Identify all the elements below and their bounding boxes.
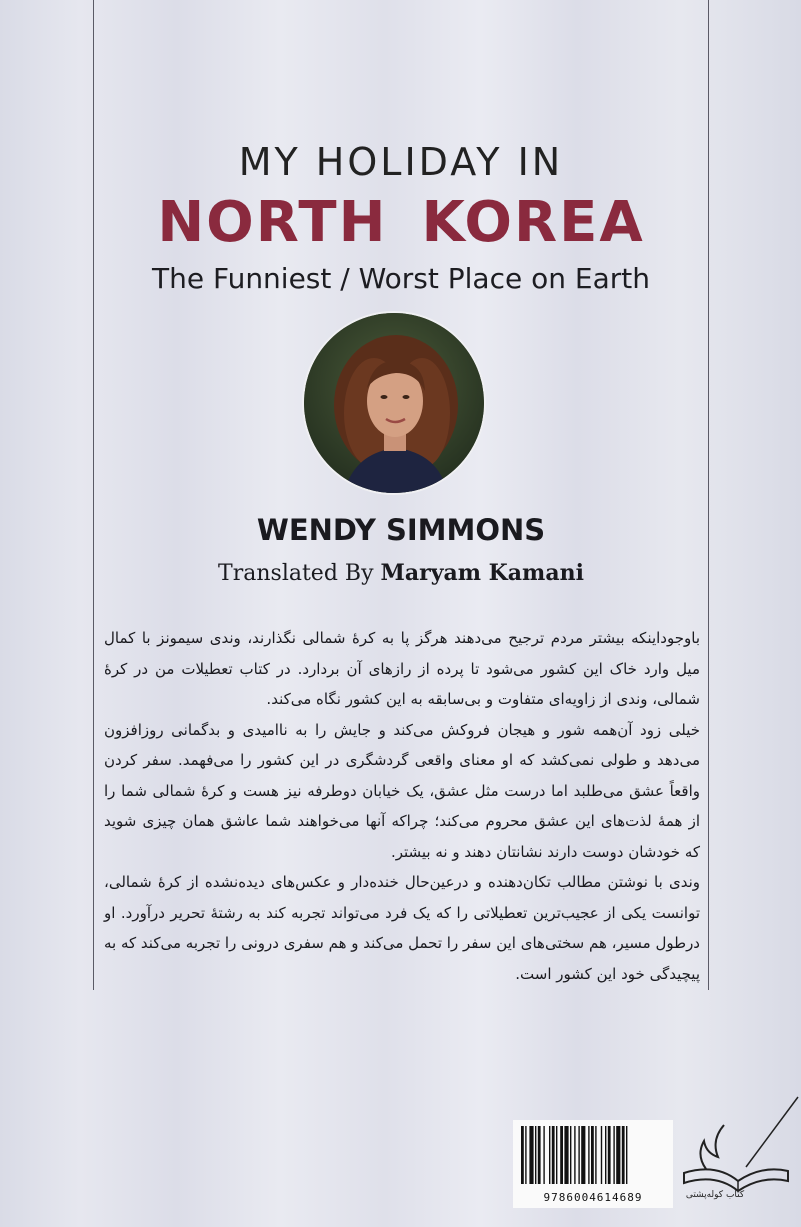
translator-name: Maryam Kamani [380, 560, 584, 586]
publisher-name: کتاب کوله‌پشتی [685, 1190, 745, 1200]
title-word-korea: KOREA [421, 190, 645, 255]
isbn-barcode [513, 1120, 673, 1208]
author-photo [304, 313, 484, 493]
translator-prefix: Translated By [218, 561, 374, 586]
title-word-north: NORTH [157, 190, 388, 255]
blurb-text [104, 623, 700, 989]
blurb-paragraph-3: وندی با نوشتن مطالب تکان‌دهنده و درعین‌حال خنده‌دار و عکس‌های دیده‌نشده از کرهٔ شمالی، توانست یکی از عجیب‌ترین تعطیلاتی را که یک فرد می‌تواند تجربه کند به رشتهٔ تحریر درآورد. او درطول مسیر، هم سختی‌های این سفر را تحمل می‌کند و هم سفری درونی را تجربه می‌کند که به پیچیدگی خود این کشور است. [104, 873, 700, 983]
title-line-2 [94, 190, 708, 255]
barcode-bars [513, 1120, 673, 1190]
blurb-paragraph-1: باوجوداینکه بیشتر مردم ترجیح می‌دهند هرگز پا به کرهٔ شمالی نگذارند، وندی سیمونز با کمال میل وارد خاک این کشور می‌شود تا پرده از رازهای آن بردارد. در کتاب تعطیلات من در کرهٔ شمالی، وندی از زاویه‌ای متفاوت و بی‌سابقه به این کشور نگاه می‌کند. [104, 629, 700, 708]
title-line-1: MY HOLIDAY IN [238, 140, 564, 184]
translator-credit [94, 560, 708, 586]
blurb-paragraph-2: خیلی زود آن‌همه شور و هیجان فروکش می‌کند و جایش را به ناامیدی و بدگمانی روزافزون می‌دهد و طولی نمی‌کشد که او معنای واقعی گردشگری در این کشور را می‌فهمد. سفر کردن واقعاً عشق می‌طلبد اما درست مثل عشق، یک خیابان دوطرفه نیز هست و کرهٔ شمالی شما را از همهٔ لذت‌های این عشق محروم می‌کند؛ چراکه آنها می‌خواهند شما عاشق همان چیزی شوید که خودشان دوست دارند نشانتان دهند و نه بیشتر. [104, 720, 700, 861]
open-book-logo-icon [676, 1095, 801, 1205]
frame-line-right [708, 0, 709, 990]
subtitle: The Funniest / Worst Place on Earth [152, 262, 650, 295]
author-name: WENDY SIMMONS [256, 513, 546, 547]
isbn-number: 9786004614689 [543, 1191, 643, 1204]
